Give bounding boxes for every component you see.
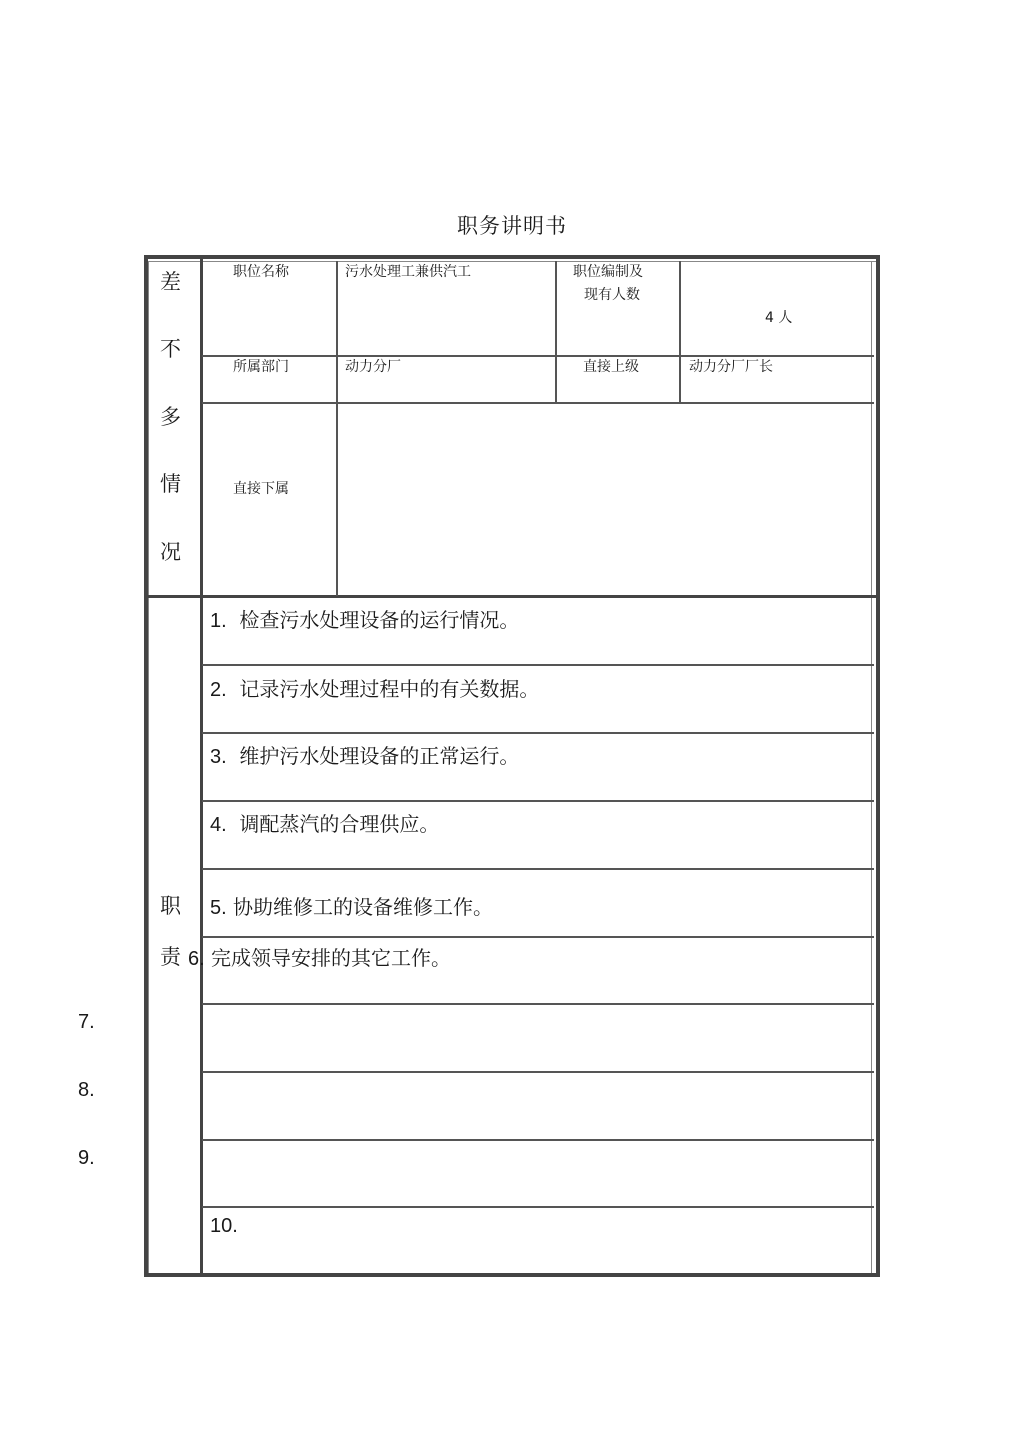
duty-item bbox=[210, 673, 539, 702]
duty-row-divider bbox=[202, 800, 874, 802]
duty-number: 4. bbox=[210, 814, 227, 836]
duty-item bbox=[210, 808, 439, 837]
section-label-char: 差 bbox=[160, 270, 181, 294]
position-name-label: 职位名称 bbox=[233, 264, 289, 280]
duty-row-divider bbox=[202, 868, 874, 870]
duty-row-divider bbox=[202, 1071, 874, 1073]
department-label: 所属部门 bbox=[233, 359, 289, 375]
duty-text: 调配蒸汽的合理供应。 bbox=[239, 812, 440, 836]
headcount-label-line1: 职位编制及 bbox=[573, 264, 643, 280]
duty-item bbox=[210, 740, 519, 769]
duty-row-divider bbox=[202, 1206, 874, 1208]
duty-item bbox=[210, 604, 519, 633]
duty-row-divider bbox=[202, 1003, 874, 1005]
duty-number: 8. bbox=[78, 1079, 95, 1101]
duties-label-char: 责 bbox=[160, 945, 181, 969]
duty-row-divider bbox=[202, 664, 874, 666]
label-column-inner-line bbox=[148, 261, 149, 1273]
col-divider-2 bbox=[555, 261, 557, 404]
col-divider-3 bbox=[679, 261, 681, 404]
section-divider bbox=[144, 595, 880, 598]
duty-text: 检查污水处理设备的运行情况。 bbox=[239, 608, 520, 632]
duty-number: 2. bbox=[210, 679, 227, 701]
duty-number: 5. bbox=[210, 897, 227, 919]
duty-row-divider bbox=[202, 732, 874, 734]
subordinate-label: 直接下属 bbox=[233, 481, 289, 497]
duty-item bbox=[188, 942, 451, 971]
headcount-label-line2: 现有人数 bbox=[584, 287, 640, 303]
table-inner-right-line bbox=[871, 261, 872, 1273]
document-title: 职务讲明书 bbox=[457, 214, 567, 238]
duty-number: 7. bbox=[78, 1011, 95, 1033]
duty-item bbox=[210, 891, 493, 920]
section-label-char: 不 bbox=[160, 337, 181, 361]
duty-text: 协助维修工的设备维修工作。 bbox=[233, 895, 494, 919]
duty-text: 完成领导安排的其它工作。 bbox=[211, 946, 452, 970]
duty-number: 3. bbox=[210, 746, 227, 768]
department-value: 动力分厂 bbox=[345, 359, 401, 375]
duty-number: 1. bbox=[210, 610, 227, 632]
col-divider-1 bbox=[336, 261, 338, 596]
row-divider-1 bbox=[202, 355, 874, 357]
duty-text: 记录污水处理过程中的有关数据。 bbox=[239, 677, 540, 701]
supervisor-value: 动力分厂厂长 bbox=[689, 359, 773, 375]
section-label-char: 情 bbox=[160, 472, 181, 496]
duty-number: 6. bbox=[188, 948, 205, 970]
label-column-divider bbox=[200, 255, 203, 1277]
duties-label-char: 职 bbox=[160, 894, 181, 918]
duty-number: 10. bbox=[210, 1215, 238, 1237]
section-label-char: 多 bbox=[160, 405, 181, 429]
duty-row-divider bbox=[202, 1139, 874, 1141]
table-border-bottom bbox=[144, 1273, 880, 1277]
duty-number: 9. bbox=[78, 1147, 95, 1169]
supervisor-label: 直接上级 bbox=[583, 359, 639, 375]
position-name-value: 污水处理工兼供汽工 bbox=[345, 264, 471, 280]
duty-text: 维护污水处理设备的正常运行。 bbox=[239, 744, 520, 768]
section-label-char: 况 bbox=[160, 540, 181, 564]
row-divider-2 bbox=[202, 402, 874, 404]
headcount-value: 4 人 bbox=[765, 310, 793, 326]
table-border-top bbox=[144, 255, 880, 259]
duty-row-divider bbox=[202, 936, 874, 938]
table-border-right bbox=[876, 255, 880, 1277]
